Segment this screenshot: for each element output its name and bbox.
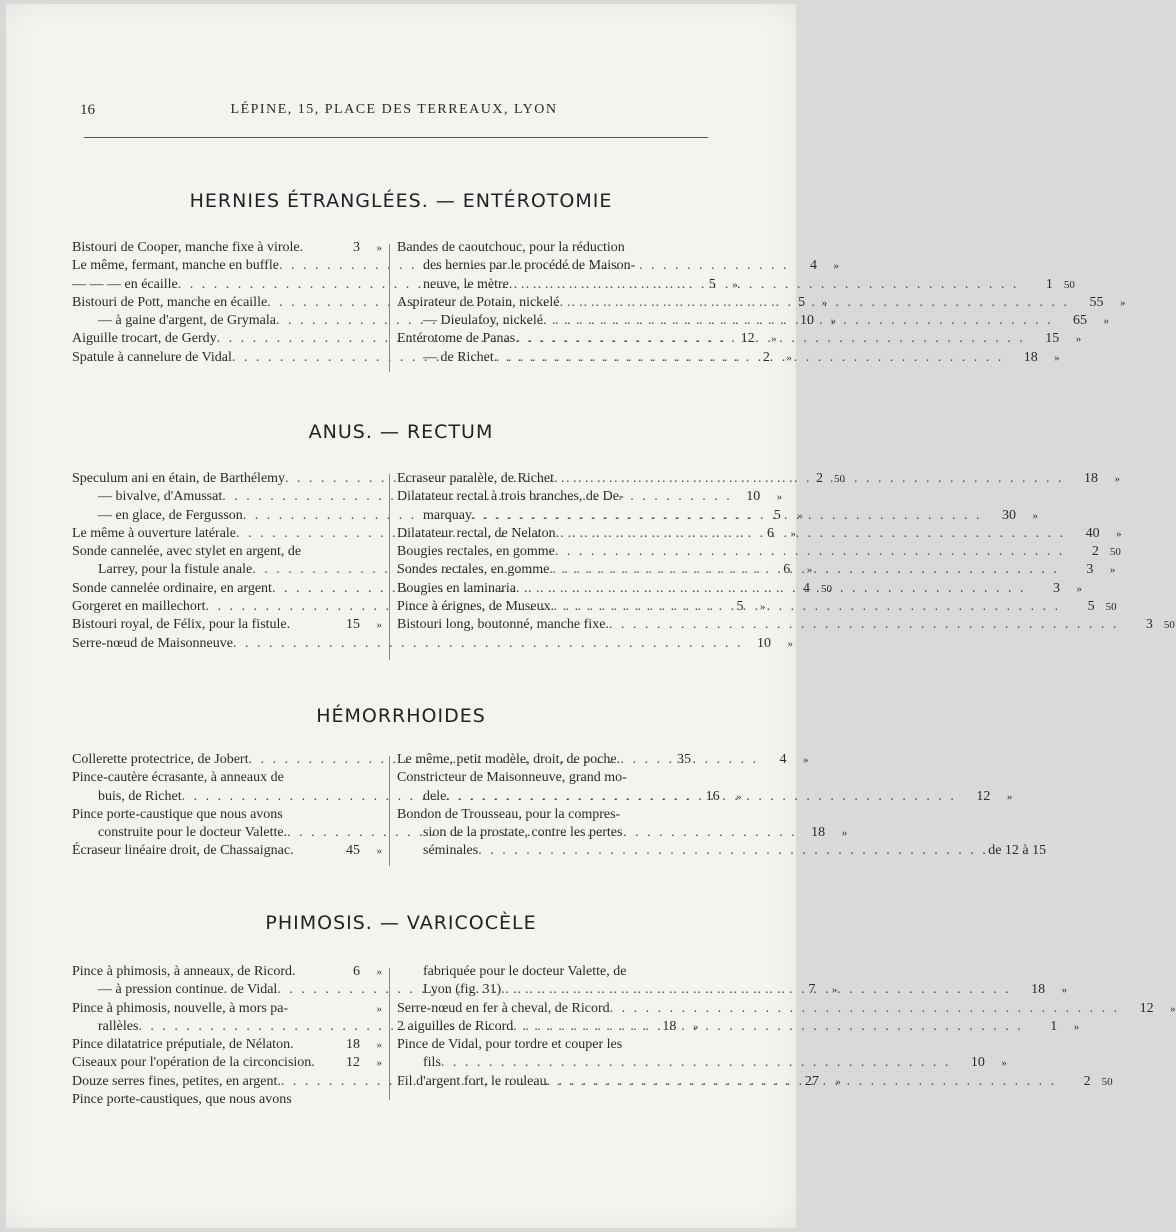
leader-dots bbox=[446, 789, 956, 805]
item-description: — bivalve, d'Amussat bbox=[98, 489, 223, 505]
item-description: Le même, petit modèle, droit, de poche. bbox=[397, 752, 621, 767]
item-description: Pince de Vidal, pour tordre et couper les bbox=[397, 1037, 623, 1053]
catalog-item bbox=[72, 807, 382, 825]
item-description: Speculum ani en étain, de Barthélemy bbox=[72, 471, 286, 486]
item-price: 6 bbox=[767, 525, 775, 541]
leader-dots bbox=[516, 581, 1026, 597]
item-description: construite pour le docteur Valette. bbox=[98, 825, 288, 841]
item-description: Sondes rectales, en gomme bbox=[397, 562, 550, 578]
item-description: Bandes de caoutchouc, pour la réduction bbox=[397, 240, 625, 255]
catalog-item bbox=[397, 276, 1075, 295]
item-price: 30 bbox=[1001, 507, 1016, 523]
catalog-item bbox=[72, 635, 793, 654]
item-description: buis, de Richet bbox=[98, 788, 182, 804]
column-divider bbox=[389, 474, 390, 660]
catalog-item bbox=[72, 964, 382, 982]
column-divider bbox=[389, 756, 390, 866]
leader-dots bbox=[551, 599, 1061, 615]
item-price: 18 bbox=[662, 1018, 677, 1034]
catalog-item bbox=[72, 544, 382, 562]
item-price-cents: 50 bbox=[1105, 601, 1117, 614]
leader-dots bbox=[472, 508, 982, 524]
item-price: 15 bbox=[1045, 331, 1060, 347]
section-title-anus: ANUS. — RECTUM bbox=[308, 421, 494, 443]
leader-dots bbox=[543, 313, 1053, 329]
column-divider bbox=[389, 244, 390, 372]
catalog-item bbox=[72, 1037, 382, 1055]
catalog-item bbox=[72, 770, 382, 788]
item-price: 12 bbox=[346, 1055, 360, 1071]
leader-dots bbox=[609, 617, 1119, 633]
item-price-cents: » bbox=[732, 278, 738, 291]
item-price-cents: » bbox=[692, 1020, 699, 1033]
catalog-item bbox=[397, 770, 713, 788]
item-description: Pince à érignes, de Museux bbox=[397, 599, 551, 615]
item-price-cents: » bbox=[376, 966, 382, 978]
catalog-item bbox=[72, 1001, 382, 1019]
item-price-cents: » bbox=[1075, 333, 1082, 346]
item-description: Dilatateur rectal, de Nelaton bbox=[397, 525, 556, 541]
item-description: Dilatateur rectal à trois branches, de De- bbox=[397, 489, 624, 505]
item-description: — Dieulafoy, nickelé bbox=[423, 313, 543, 329]
item-price-cents: » bbox=[841, 827, 848, 840]
catalog-item bbox=[72, 1092, 382, 1110]
leader-dots bbox=[515, 331, 1025, 347]
item-price: 10 bbox=[970, 1055, 985, 1071]
item-description: Larrey, pour la fistule anale bbox=[98, 562, 253, 578]
item-price-cents: » bbox=[771, 333, 777, 346]
item-price: 10 bbox=[756, 635, 771, 651]
item-price: 3 bbox=[353, 240, 360, 255]
item-description: — — — en écaille bbox=[72, 276, 178, 292]
item-description: Sonde cannelée ordinaire, en argent bbox=[72, 580, 272, 596]
item-price: 16 bbox=[705, 788, 720, 804]
item-price: 55 bbox=[1089, 294, 1104, 310]
item-price: 6 bbox=[353, 964, 360, 979]
item-description: Bistouri de Cooper, manche fixe à virole. bbox=[72, 240, 304, 255]
item-price: 15 bbox=[346, 617, 360, 633]
item-description: fabriquée pour le docteur Valette, de bbox=[423, 964, 627, 979]
item-price-cents: » bbox=[797, 509, 803, 522]
leader-dots bbox=[610, 1001, 1120, 1017]
item-description: Le même à ouverture latérale bbox=[72, 525, 237, 541]
leader-dots bbox=[547, 1074, 1057, 1090]
section-title-hemorrhoides: HÉMORRHOIDES bbox=[316, 705, 486, 727]
item-price-cents: » bbox=[835, 1075, 841, 1088]
item-description: Aiguille trocart, de Gerdy bbox=[72, 331, 217, 347]
item-price-cents: » bbox=[1116, 527, 1122, 540]
item-price: 2 bbox=[1083, 1073, 1091, 1089]
leader-dots bbox=[478, 843, 988, 859]
item-description: Pince à phimosis, nouvelle, à mors pa- bbox=[72, 1000, 289, 1016]
header-rule bbox=[84, 137, 708, 138]
item-description: Collerette protectrice, de Jobert bbox=[72, 752, 249, 767]
item-price: 18 bbox=[811, 825, 826, 841]
item-price: 1 bbox=[1050, 1018, 1058, 1034]
item-price: 3 bbox=[1145, 617, 1153, 633]
leader-dots bbox=[509, 277, 1019, 293]
leader-dots bbox=[494, 350, 1004, 366]
item-price-cents: » bbox=[376, 1002, 382, 1015]
item-price: 18 bbox=[346, 1037, 360, 1053]
item-description: Écraseur linéaire droit, de Chassaignac. bbox=[72, 843, 294, 859]
column-divider bbox=[389, 968, 390, 1100]
item-description: Entérotome de Panas bbox=[397, 331, 516, 347]
item-description: — en glace, de Fergusson bbox=[98, 507, 243, 523]
page-number: 16 bbox=[80, 102, 95, 118]
item-description: Aspirateur de Potain, nickelé bbox=[397, 294, 560, 310]
item-price-cents: » bbox=[786, 351, 792, 364]
item-price: 1 bbox=[1045, 276, 1053, 292]
item-description: séminales bbox=[423, 843, 479, 859]
item-price-cents: » bbox=[1032, 509, 1038, 522]
item-price: 5 bbox=[773, 507, 781, 523]
catalog-item bbox=[397, 240, 713, 258]
item-description: Douze serres fines, petites, en argent. bbox=[72, 1073, 281, 1089]
item-price-cents: » bbox=[1006, 790, 1013, 803]
item-price: 5 bbox=[1087, 599, 1095, 615]
item-description: — de Richet bbox=[423, 349, 494, 365]
section-title-phimosis: PHIMOSIS. — VARICOCÈLE bbox=[265, 912, 537, 934]
item-price-cents: » bbox=[802, 754, 809, 766]
item-price: 65 bbox=[1073, 313, 1087, 329]
item-description: Spatule à cannelure de Vidal bbox=[72, 349, 232, 365]
catalog-item bbox=[397, 489, 713, 507]
item-description: Bistouri royal, de Félix, pour la fistule. bbox=[72, 617, 291, 633]
item-description: 2 aiguilles de Ricord bbox=[397, 1018, 514, 1034]
leader-dots bbox=[554, 471, 1064, 487]
item-price-cents: » bbox=[1054, 351, 1060, 364]
item-price-cents: » bbox=[376, 1057, 382, 1070]
item-price: 4 bbox=[779, 752, 787, 767]
catalog-item bbox=[397, 349, 1060, 368]
item-description: Pince à phimosis, à anneaux, de Ricord. bbox=[72, 964, 296, 979]
item-description: Bougies en laminaria bbox=[397, 580, 516, 596]
item-description: Bougies rectales, en gomme bbox=[397, 544, 555, 560]
item-price: 2 bbox=[1091, 544, 1099, 560]
item-description: Pince porte-caustiques, que nous avons bbox=[72, 1092, 292, 1108]
item-price: 2 bbox=[762, 349, 770, 365]
item-description: — à pression continue. de Vidal bbox=[98, 982, 278, 998]
item-price: 5 bbox=[736, 599, 744, 615]
catalog-item bbox=[397, 1055, 1007, 1073]
item-price-cents: » bbox=[1103, 315, 1109, 328]
item-description: Pince porte-caustique que nous avons bbox=[72, 806, 283, 822]
catalog-item bbox=[397, 752, 713, 770]
item-price-cents: » bbox=[1073, 1020, 1080, 1033]
catalog-item bbox=[397, 562, 1116, 580]
item-description: Serre-nœud en fer à cheval, de Ricord bbox=[397, 1000, 610, 1016]
item-description: neuve, le mètre bbox=[423, 276, 509, 292]
item-price-cents: 50 bbox=[1063, 278, 1075, 291]
item-price: 10 bbox=[746, 489, 761, 505]
item-price-cents: » bbox=[759, 601, 766, 614]
item-price-cents: » bbox=[376, 845, 382, 858]
item-price-cents: » bbox=[736, 790, 742, 803]
item-price-cents: » bbox=[821, 296, 828, 309]
catalog-item bbox=[397, 807, 713, 825]
item-description: Bistouri de Pott, manche en écaille bbox=[72, 294, 268, 310]
item-description: — à gaine d'argent, de Grymala bbox=[98, 313, 276, 329]
item-price: de 12 à 15 bbox=[988, 843, 1047, 859]
catalog-item bbox=[397, 843, 1047, 861]
item-price: 12 bbox=[740, 331, 755, 347]
item-price-cents: » bbox=[806, 564, 813, 577]
item-price: 5 bbox=[798, 294, 806, 310]
catalog-item bbox=[397, 982, 1068, 1000]
item-price: 35 bbox=[677, 752, 691, 767]
item-price-cents: » bbox=[790, 527, 797, 540]
item-price-cents: » bbox=[833, 260, 839, 273]
catalog-item bbox=[397, 294, 1126, 313]
item-description: Fil d'argent fort, le rouleau bbox=[397, 1073, 547, 1089]
item-description: dele bbox=[423, 788, 447, 804]
item-price-cents: 50 bbox=[1109, 546, 1121, 559]
item-description: fils bbox=[423, 1055, 441, 1071]
item-price: 18 bbox=[1023, 349, 1038, 365]
item-description: Constricteur de Maisonneuve, grand mo- bbox=[397, 770, 627, 786]
catalog-item bbox=[72, 617, 382, 635]
catalog-item bbox=[397, 258, 713, 276]
item-price-cents: » bbox=[1114, 473, 1121, 485]
item-price: 4 bbox=[809, 258, 817, 274]
leader-dots bbox=[549, 562, 1059, 578]
item-price-cents: » bbox=[1109, 564, 1116, 577]
item-price: 27 bbox=[804, 1073, 819, 1089]
catalog-item bbox=[397, 1000, 1176, 1019]
item-description: rallèles bbox=[98, 1018, 139, 1034]
item-price-cents: » bbox=[776, 491, 783, 504]
catalog-item bbox=[397, 1018, 1080, 1037]
item-price: 18 bbox=[1031, 982, 1046, 998]
item-price: 18 bbox=[1084, 471, 1099, 486]
leader-dots bbox=[513, 1019, 1023, 1035]
item-price-cents: » bbox=[1001, 1057, 1007, 1070]
item-price-cents: » bbox=[1170, 1002, 1176, 1015]
item-price-cents: » bbox=[376, 242, 382, 254]
item-price-cents: » bbox=[376, 619, 382, 632]
catalog-item bbox=[72, 240, 382, 258]
item-price: 12 bbox=[1139, 1000, 1154, 1016]
catalog-item bbox=[397, 964, 713, 982]
item-price-cents: 50 bbox=[820, 582, 832, 595]
item-price: 7 bbox=[808, 982, 816, 998]
leader-dots bbox=[233, 636, 743, 652]
item-price: 10 bbox=[799, 313, 814, 329]
item-description: Ciseaux pour l'opération de la circoncision. bbox=[72, 1055, 315, 1071]
catalog-item bbox=[72, 1055, 382, 1073]
leader-dots bbox=[501, 982, 1011, 998]
item-description: Le même, fermant, manche en buffle bbox=[72, 258, 279, 274]
item-price: 12 bbox=[976, 788, 991, 804]
item-description: Pince-cautère écrasante, à anneaux de bbox=[72, 770, 284, 786]
catalog-item bbox=[397, 617, 1175, 635]
item-price-cents: » bbox=[1120, 296, 1126, 309]
catalog-item bbox=[397, 599, 1117, 617]
item-price-cents: 50 bbox=[1101, 1075, 1113, 1088]
item-price: 45 bbox=[346, 843, 360, 859]
item-price: 2 bbox=[816, 471, 824, 486]
item-price-cents: » bbox=[376, 1039, 382, 1052]
item-description: sion de la prostate, contre les pertes bbox=[423, 825, 623, 841]
item-price: 3 bbox=[1086, 562, 1094, 578]
item-description: Bistouri long, boutonné, manche fixe. bbox=[397, 617, 609, 633]
item-description: Gorgeret en maillechort bbox=[72, 599, 206, 615]
leader-dots bbox=[560, 295, 1070, 311]
item-price-cents: » bbox=[830, 315, 836, 328]
item-price-cents: » bbox=[787, 637, 793, 650]
leader-dots bbox=[441, 1055, 951, 1071]
catalog-item bbox=[397, 788, 1013, 807]
item-price: 3 bbox=[1052, 580, 1060, 596]
catalog-item bbox=[72, 843, 382, 861]
item-price-cents: » bbox=[831, 984, 838, 997]
catalog-item bbox=[397, 525, 1122, 544]
item-description: Bondon de Trousseau, pour la compres- bbox=[397, 806, 621, 822]
item-price: 5 bbox=[708, 276, 716, 292]
leader-dots bbox=[555, 544, 1065, 560]
item-price-cents: » bbox=[1076, 582, 1082, 595]
leader-dots bbox=[556, 526, 1066, 542]
item-description: Lyon (fig. 31) bbox=[423, 982, 502, 998]
catalog-item bbox=[397, 544, 1121, 562]
item-price-cents: » bbox=[1061, 984, 1068, 997]
item-price: 40 bbox=[1085, 525, 1100, 541]
catalog-item bbox=[397, 507, 1038, 526]
header-title: LÉPINE, 15, PLACE DES TERREAUX, LYON bbox=[230, 102, 558, 117]
item-price: 4 bbox=[802, 580, 810, 596]
item-description: des hernies par le procédé de Maison- bbox=[423, 258, 636, 274]
item-description: marquay bbox=[423, 507, 472, 523]
page-header bbox=[80, 102, 708, 124]
catalog-item bbox=[397, 825, 713, 843]
catalog-page bbox=[6, 4, 1176, 1228]
item-description: Ecraseur paralèle, de Richet bbox=[397, 471, 555, 486]
catalog-item bbox=[397, 1037, 713, 1055]
item-description: Pince dilatatrice préputiale, de Nélaton. bbox=[72, 1037, 294, 1053]
item-price-cents: 50 bbox=[1163, 619, 1175, 632]
section-title-hernies: HERNIES ÉTRANGLÉES. — ENTÉROTOMIE bbox=[189, 190, 613, 212]
item-price-cents: 50 bbox=[834, 473, 846, 485]
item-price: 6 bbox=[783, 562, 791, 578]
item-description: Serre-nœud de Maisonneuve bbox=[72, 635, 233, 651]
item-description: Sonde cannelée, avec stylet en argent, de bbox=[72, 544, 302, 560]
